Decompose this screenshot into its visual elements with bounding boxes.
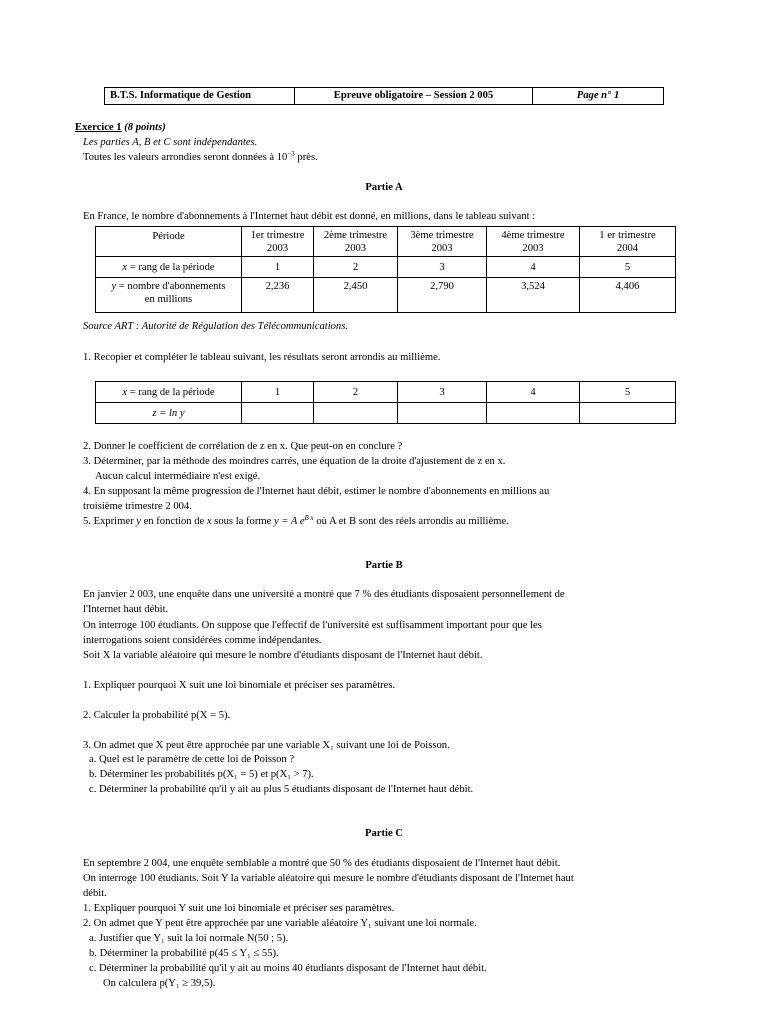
table-row bbox=[96, 227, 676, 257]
part-c-question-2a: a. Justifier que Y₁ suit la loi normale N(50 ; 5). bbox=[89, 933, 289, 944]
table-cell bbox=[398, 403, 487, 424]
table-cell bbox=[580, 403, 676, 424]
table-cell: 5 bbox=[580, 382, 676, 403]
part-b-paragraph-3: On interroge 100 étudiants. On suppose que l'effectif de l'université est suffisamment important pour que les bbox=[83, 620, 542, 631]
part-b-paragraph-4: interrogations soient considérées comme indépendantes. bbox=[83, 635, 322, 646]
part-b-title: Partie B bbox=[365, 560, 403, 571]
table-cell: 2,236 bbox=[242, 278, 314, 313]
part-b-question-3c: c. Déterminer la probabilité qu'il y ait au plus 5 étudiants disposant de l'Internet haut débit. bbox=[89, 784, 474, 795]
part-b-question-3: 3. On admet que X peut être approchée par une variable X₁ suivant une loi de Poisson. bbox=[83, 740, 450, 751]
table-cell: 2 bbox=[314, 257, 398, 278]
table-row bbox=[96, 257, 676, 278]
part-b-paragraph-1: En janvier 2 003, une enquête dans une université a montré que 7 % des étudiants disposaient personnellement de bbox=[83, 589, 565, 600]
table-header-cell: 3ème trimestre 2003 bbox=[398, 227, 487, 257]
part-a-intro: En France, le nombre d'abonnements à l'Internet haut débit est donné, en millions, dans le tableau suivant : bbox=[83, 211, 536, 222]
header-page-number: Page n° 1 bbox=[576, 89, 620, 101]
table-cell: 3,524 bbox=[487, 278, 580, 313]
log-table bbox=[95, 381, 676, 424]
part-c-question-1: 1. Expliquer pourquoi Y suit une loi binomiale et préciser ses paramètres. bbox=[83, 903, 395, 914]
table-row-label: y = nombre d'abonnements en millions bbox=[96, 278, 242, 313]
exercise-points: (8 points) bbox=[124, 122, 166, 133]
table-header-cell: Période bbox=[96, 227, 242, 257]
table-cell: 3 bbox=[398, 257, 487, 278]
table-cell: 1 bbox=[242, 382, 314, 403]
table-cell: 2,790 bbox=[398, 278, 487, 313]
header-box bbox=[104, 87, 664, 105]
table-cell bbox=[487, 403, 580, 424]
part-a-question-3-note: Aucun calcul intermédiaire n'est exigé. bbox=[95, 471, 261, 482]
table-header-cell: 4ème trimestre 2003 bbox=[487, 227, 580, 257]
part-c-title: Partie C bbox=[365, 828, 403, 839]
part-a-question-1: 1. Recopier et compléter le tableau suivant, les résultats seront arrondis au millième. bbox=[83, 352, 441, 363]
part-a-question-2: 2. Donner le coefficient de corrélation de z en x. Que peut-on en conclure ? bbox=[83, 441, 403, 452]
exercise-heading bbox=[75, 121, 166, 136]
table-row-label: z = ln y bbox=[96, 403, 242, 424]
header-course: B.T.S. Informatique de Gestion bbox=[105, 88, 295, 104]
part-a-question-5: 5. Exprimer y en fonction de x sous la forme y = A $e^{B x}$ où A et B sont des réels arrondis au millième. bbox=[83, 514, 509, 527]
part-a-question-4: 4. En supposant la même progression de l'Internet haut débit, estimer le nombre d'abonnements en millions au bbox=[83, 486, 550, 497]
table-row bbox=[96, 382, 676, 403]
part-b-question-3b: b. Déterminer les probabilités p(X₁ = 5) et p(X₁ > 7). bbox=[89, 769, 314, 780]
table-header-cell: 1er trimestre 2003 bbox=[242, 227, 314, 257]
part-c-question-2c: c. Déterminer la probabilité qu'il y ait au moins 40 étudiants disposant de l'Internet haut débit. bbox=[89, 963, 487, 974]
part-c-paragraph-2: On interroge 100 étudiants. Soit Y la variable aléatoire qui mesure le nombre d'étudiants disposant de l'Internet haut bbox=[83, 873, 574, 884]
table-cell: 2,450 bbox=[314, 278, 398, 313]
table-cell bbox=[314, 403, 398, 424]
part-c-paragraph-3: débit. bbox=[83, 888, 107, 899]
part-c-question-2b: b. Déterminer la probabilité p(45 ≤ Y₁ ≤ 55). bbox=[89, 948, 279, 959]
table-cell: 4 bbox=[487, 257, 580, 278]
table-cell: 4 bbox=[487, 382, 580, 403]
exercise-intro-1: Les parties A, B et C sont indépendantes. bbox=[83, 137, 258, 148]
part-a-question-3: 3. Déterminer, par la méthode des moindres carrés, une équation de la droite d'ajustement de z en x. bbox=[83, 456, 506, 467]
exercise-title: Exercice 1 bbox=[75, 122, 122, 133]
part-a-title: Partie A bbox=[365, 182, 403, 193]
part-a-question-4-cont: troisième trimestre 2 004. bbox=[83, 501, 192, 512]
part-c-question-2c-cont: On calculera p(Y₁ ≥ 39,5). bbox=[103, 978, 216, 989]
part-b-question-2: 2. Calculer la probabilité p(X = 5). bbox=[83, 710, 231, 721]
subscriptions-table bbox=[95, 226, 676, 313]
part-b-question-1: 1. Expliquer pourquoi X suit une loi binomiale et préciser ses paramètres. bbox=[83, 680, 396, 691]
table-cell: 5 bbox=[580, 257, 676, 278]
table-cell: 2 bbox=[314, 382, 398, 403]
table-header-cell: 2ème trimestre 2003 bbox=[314, 227, 398, 257]
source-note: Source ART : Autorité de Régulation des Télécommunications. bbox=[83, 321, 349, 332]
table-row-label: x = rang de la période bbox=[96, 382, 242, 403]
part-b-paragraph-5: Soit X la variable aléatoire qui mesure le nombre d'étudiants disposant de l'Internet haut débit. bbox=[83, 650, 483, 661]
part-c-question-2: 2. On admet que Y peut être approchée par une variable aléatoire Y₁ suivant une loi normale. bbox=[83, 918, 477, 929]
table-cell: 4,406 bbox=[580, 278, 676, 313]
table-row-label: x = rang de la période bbox=[96, 257, 242, 278]
header-exam: Epreuve obligatoire – Session 2 005 bbox=[295, 88, 533, 104]
part-c-paragraph-1: En septembre 2 004, une enquête semblable a montré que 50 % des étudiants disposaient de l'Internet haut débit. bbox=[83, 858, 561, 869]
table-cell bbox=[242, 403, 314, 424]
part-b-paragraph-2: l'Internet haut débit. bbox=[83, 604, 169, 615]
table-cell: 3 bbox=[398, 382, 487, 403]
exercise-intro-2: Toutes les valeurs arrondies seront données à $10^{-3}$ près. bbox=[83, 150, 318, 163]
table-row bbox=[96, 403, 676, 424]
part-b-question-3a: a. Quel est le paramètre de cette loi de Poisson ? bbox=[89, 754, 295, 765]
table-row bbox=[96, 278, 676, 313]
table-cell: 1 bbox=[242, 257, 314, 278]
table-header-cell: 1 er trimestre 2004 bbox=[580, 227, 676, 257]
